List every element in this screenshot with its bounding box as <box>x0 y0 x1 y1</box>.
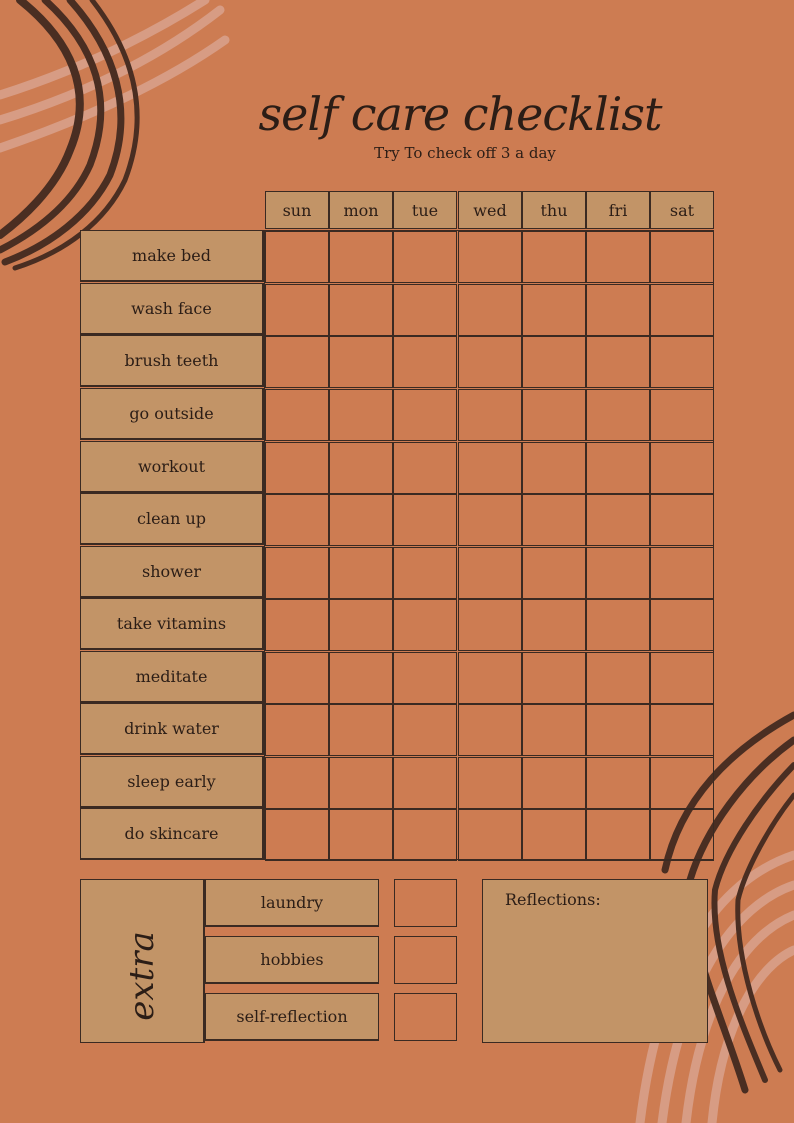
day-header-wed: wed <box>458 191 522 229</box>
checkbox-cell[interactable] <box>329 231 393 283</box>
checkbox-cell[interactable] <box>522 757 586 809</box>
task-label: drink water <box>80 703 264 755</box>
checkbox-cell[interactable] <box>522 547 586 599</box>
checkbox-cell[interactable] <box>586 494 650 546</box>
checkbox-cell[interactable] <box>329 652 393 704</box>
checkbox-cell[interactable] <box>522 652 586 704</box>
task-label: sleep early <box>80 756 264 808</box>
checkbox-cell[interactable] <box>586 547 650 599</box>
checkbox-cell[interactable] <box>586 809 650 861</box>
checkbox-cell[interactable] <box>650 442 714 494</box>
checkbox-cell[interactable] <box>329 599 393 651</box>
top-left-dark-strokes <box>0 0 137 268</box>
checkbox-cell[interactable] <box>650 704 714 756</box>
checkbox-cell[interactable] <box>650 757 714 809</box>
checkbox-cell[interactable] <box>586 442 650 494</box>
checkbox-cell[interactable] <box>650 336 714 388</box>
checkbox-cell[interactable] <box>265 284 329 336</box>
task-label: make bed <box>80 230 264 282</box>
checkbox-cell[interactable] <box>265 599 329 651</box>
checkbox-cell[interactable] <box>458 336 522 388</box>
checkbox-cell[interactable] <box>265 336 329 388</box>
checkbox-cell[interactable] <box>265 652 329 704</box>
checkbox-cell[interactable] <box>650 494 714 546</box>
day-header-sat: sat <box>650 191 714 229</box>
checkbox-cell[interactable] <box>393 599 457 651</box>
checkbox-cell[interactable] <box>650 547 714 599</box>
subtitle: Try To check off 3 a day <box>374 144 556 162</box>
extra-label-svg <box>81 880 206 1044</box>
checkbox-cell[interactable] <box>458 389 522 441</box>
day-header-sun: sun <box>265 191 329 229</box>
checkbox-cell[interactable] <box>329 442 393 494</box>
checkbox-cell[interactable] <box>522 231 586 283</box>
extra-checkbox[interactable] <box>394 879 457 927</box>
checkbox-cell[interactable] <box>586 652 650 704</box>
day-header-tue: tue <box>393 191 457 229</box>
checkbox-cell[interactable] <box>586 336 650 388</box>
checkbox-cell[interactable] <box>265 231 329 283</box>
checkbox-cell[interactable] <box>265 547 329 599</box>
checkbox-cell[interactable] <box>329 757 393 809</box>
task-label: go outside <box>80 388 264 440</box>
checkbox-cell[interactable] <box>522 284 586 336</box>
checkbox-cell[interactable] <box>393 442 457 494</box>
extra-item: laundry <box>205 879 379 927</box>
checkbox-cell[interactable] <box>393 704 457 756</box>
checkbox-cell[interactable] <box>522 389 586 441</box>
checkbox-cell[interactable] <box>522 809 586 861</box>
checkbox-cell[interactable] <box>329 494 393 546</box>
checkbox-cell[interactable] <box>329 547 393 599</box>
checkbox-cell[interactable] <box>393 652 457 704</box>
checkbox-cell[interactable] <box>522 336 586 388</box>
checkbox-cell[interactable] <box>650 652 714 704</box>
checkbox-cell[interactable] <box>650 809 714 861</box>
checkbox-cell[interactable] <box>458 231 522 283</box>
checkbox-cell[interactable] <box>265 757 329 809</box>
checkbox-cell[interactable] <box>458 809 522 861</box>
reflections-label: Reflections: <box>505 890 601 909</box>
checkbox-cell[interactable] <box>393 757 457 809</box>
checkbox-cell[interactable] <box>265 389 329 441</box>
checkbox-cell[interactable] <box>393 336 457 388</box>
checkbox-cell[interactable] <box>586 599 650 651</box>
task-label: wash face <box>80 283 264 335</box>
checkbox-cell[interactable] <box>458 284 522 336</box>
checkbox-cell[interactable] <box>393 389 457 441</box>
task-label: shower <box>80 546 264 598</box>
checkbox-cell[interactable] <box>393 494 457 546</box>
extra-box <box>80 879 205 1043</box>
task-label: clean up <box>80 493 264 545</box>
checkbox-cell[interactable] <box>522 494 586 546</box>
checkbox-cell[interactable] <box>458 757 522 809</box>
day-header-mon: mon <box>329 191 393 229</box>
task-label: do skincare <box>80 808 264 860</box>
checkbox-cell[interactable] <box>265 442 329 494</box>
checkbox-cell[interactable] <box>265 494 329 546</box>
checkbox-cell[interactable] <box>586 704 650 756</box>
checkbox-cell[interactable] <box>522 704 586 756</box>
checkbox-cell[interactable] <box>458 547 522 599</box>
extra-item: self-reflection <box>205 993 379 1041</box>
checkbox-cell[interactable] <box>650 599 714 651</box>
checkbox-cell[interactable] <box>586 231 650 283</box>
checkbox-cell[interactable] <box>522 599 586 651</box>
day-header-thu: thu <box>522 191 586 229</box>
checkbox-cell[interactable] <box>586 757 650 809</box>
task-label: take vitamins <box>80 598 264 650</box>
checkbox-cell[interactable] <box>329 809 393 861</box>
extra-label: extra <box>122 931 162 1021</box>
checkbox-cell[interactable] <box>393 547 457 599</box>
checkbox-cell[interactable] <box>458 442 522 494</box>
checkbox-cell[interactable] <box>650 389 714 441</box>
extra-item: hobbies <box>205 936 379 984</box>
checkbox-cell[interactable] <box>265 809 329 861</box>
extra-checkbox[interactable] <box>394 993 457 1041</box>
checkbox-cell[interactable] <box>458 494 522 546</box>
checkbox-cell[interactable] <box>329 389 393 441</box>
checkbox-cell[interactable] <box>393 231 457 283</box>
task-label: brush teeth <box>80 335 264 387</box>
checkbox-cell[interactable] <box>393 809 457 861</box>
checkbox-cell[interactable] <box>265 704 329 756</box>
task-label: meditate <box>80 651 264 703</box>
checkbox-cell[interactable] <box>458 652 522 704</box>
checkbox-cell[interactable] <box>458 599 522 651</box>
checkbox-cell[interactable] <box>650 284 714 336</box>
extra-checkbox[interactable] <box>394 936 457 984</box>
checkbox-cell[interactable] <box>522 442 586 494</box>
checkbox-cell[interactable] <box>586 389 650 441</box>
checkbox-cell[interactable] <box>650 231 714 283</box>
checkbox-cell[interactable] <box>329 284 393 336</box>
task-label: workout <box>80 441 264 493</box>
checkbox-cell[interactable] <box>458 704 522 756</box>
checklist-grid <box>264 230 714 860</box>
checkbox-cell[interactable] <box>393 284 457 336</box>
page-title-text: self care checklist <box>258 87 662 141</box>
day-header-fri: fri <box>586 191 650 229</box>
checkbox-cell[interactable] <box>329 704 393 756</box>
checkbox-cell[interactable] <box>329 336 393 388</box>
checkbox-cell[interactable] <box>586 284 650 336</box>
reflections-box[interactable] <box>482 879 708 1043</box>
